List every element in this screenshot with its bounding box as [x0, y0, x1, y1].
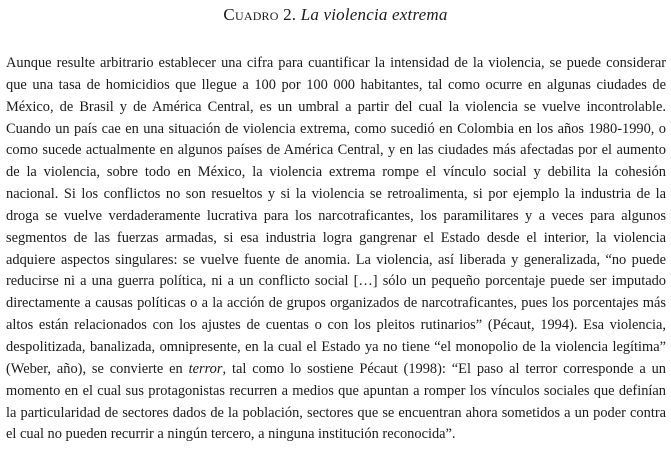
box-title: La violencia extrema [300, 5, 448, 24]
paragraph-text-part-2: , tal como lo sostiene Pécaut (1998): “El paso al terror corresponde a un momento en el cual sus protagonistas recurren a medios que apuntan a romper los vínculos sociales que definían la particularidad de sectores dados de la población, sectores que se encuentran ahora sometidos a un poder contra el cual no pueden recurrir a ningún tercero, a ninguna institución reconocida”. [6, 360, 666, 443]
paragraph-text-part-1: Aunque resulte arbitrario establecer una cifra para cuantificar la intensidad de la violencia, se puede considerar que una tasa de homicidios que llegue a 100 por 100 000 habitantes, tal como ocurre en algunas ciudades de México, de Brasil y de América Central, es un umbral a partir del cual la violencia se vuelve incontrolable. Cuando un país cae en una situación de violencia extrema, como sucedió en Colombia en los años 1980-1990, o como sucede actualmente en algunos países de América Central, y en las ciudades más afectadas por el aumento de la violencia, sobre todo en México, la violencia extrema rompe el vínculo social y debilita la cohesión nacional. Si los conflictos no son resueltos y si la violencia se retroalimenta, si por ejemplo la industria de la droga se vuelve verdaderamente lucrativa para los narcotraficantes, los paramilitares y a veces para algunos segmentos de las fuerzas armadas, si esa industria logra gangrenar el Estado desde el interior, la violencia adquiere aspectos singulares: se vuelve fuente de anomia. La violencia, así liberada y generalizada, “no puede reducirse ni a una guerra política, ni a un conflicto social […] sólo un pequeño porcentaje puede ser imputado directamente a causas políticas o a la acción de grupos organizados de narcotraficantes, pues los porcentajes más altos están relacionados con los ajustes de cuentas o con los pleitos rutinarios” (Pécaut, 1994). Esa violencia, despolitizada, banalizada, omnipresente, en la cual el Estado ya no tiene “el monopolio de la violencia legítima” (Weber, año), se convierte en [6, 55, 666, 377]
box-heading [0, 4, 671, 26]
emphasized-word: terror [188, 360, 223, 377]
body-paragraph [6, 53, 666, 446]
box-label: Cuadro 2. [223, 5, 297, 24]
